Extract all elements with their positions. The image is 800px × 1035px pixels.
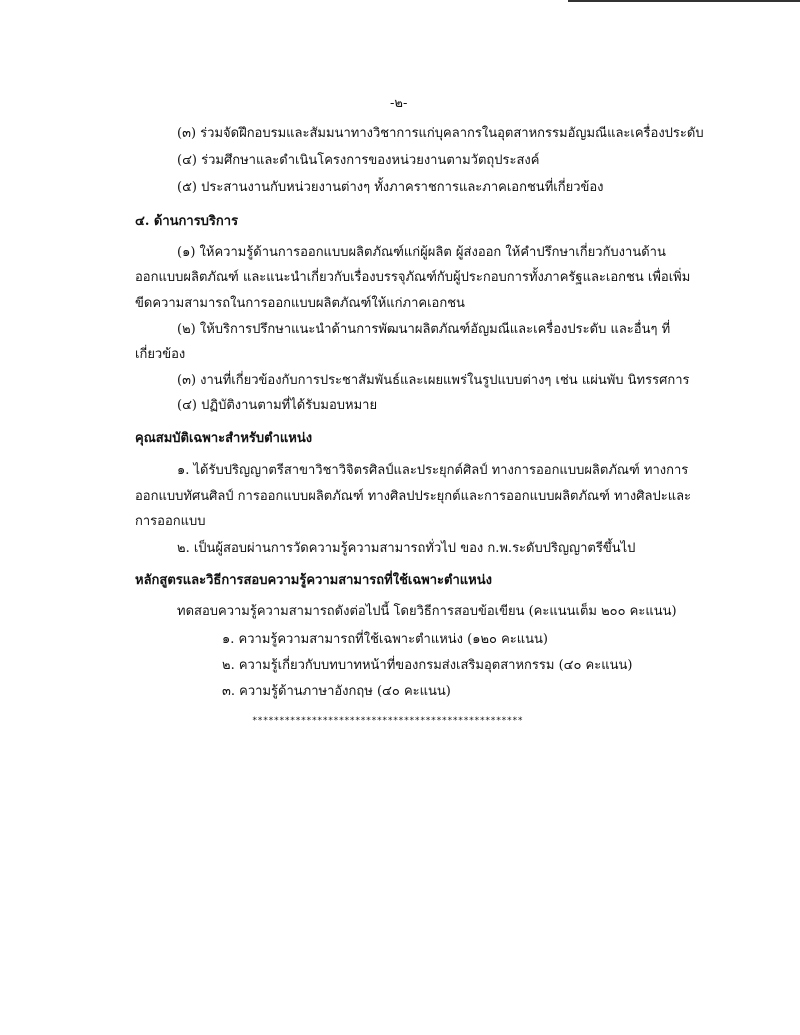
list-item: (๓) งานที่เกี่ยวข้องกับการประชาสัมพันธ์และเผยแพร่ในรูปแบบต่างๆ เช่น แผ่นพับ นิทรรศการ: [177, 373, 690, 388]
list-item: (๓) ร่วมจัดฝึกอบรมและสัมมนาทางวิชาการแก่บุคลากรในอุตสาหกรรมอัญมณีและเครื่องประดับ: [177, 126, 704, 141]
paragraph-line: ๑. ได้รับปริญญาตรีสาขาวิชาวิจิตรศิลป์และประยุกต์ศิลป์ ทางการออกแบบผลิตภัณฑ์ ทางการ: [177, 463, 689, 478]
list-item: ๒. ความรู้เกี่ยวกับบทบาทหน้าที่ของกรมส่งเสริมอุตสาหกรรม (๔๐ คะแนน): [222, 658, 633, 673]
paragraph-line: ออกแบบผลิตภัณฑ์ และแนะนำเกี่ยวกับเรื่องบรรจุภัณฑ์กับผู้ประกอบการทั้งภาครัฐและเอกชน เพื่อเพิ่ม: [135, 270, 691, 285]
paragraph-line: ทดสอบความรู้ความสามารถดังต่อไปนี้ โดยวิธีการสอบข้อเขียน (คะแนนเต็ม ๒๐๐ คะแนน): [177, 604, 677, 619]
paragraph-line: ขีดความสามารถในการออกแบบผลิตภัณฑ์ให้แก่ภาคเอกชน: [135, 296, 465, 311]
section-heading: หลักสูตรและวิธีการสอบความรู้ความสามารถที่ใช้เฉพาะตำแหน่ง: [135, 573, 492, 588]
paragraph-line: (๒) ให้บริการปรึกษาแนะนำด้านการพัฒนาผลิตภัณฑ์อัญมณีและเครื่องประดับ และอื่นๆ ที่: [177, 322, 671, 337]
paragraph-line: เกี่ยวข้อง: [135, 347, 186, 362]
page-number: -๒-: [390, 96, 408, 111]
section-heading: คุณสมบัติเฉพาะสำหรับตำแหน่ง: [135, 431, 313, 446]
paragraph-line: (๑) ให้ความรู้ด้านการออกแบบผลิตภัณฑ์แก่ผู้ผลิต ผู้ส่งออก ให้คำปรึกษาเกี่ยวกับงานด้าน: [177, 245, 666, 260]
list-item: ๓. ความรู้ด้านภาษาอังกฤษ (๔๐ คะแนน): [222, 684, 451, 699]
list-item: (๔) ปฏิบัติงานตามที่ได้รับมอบหมาย: [177, 398, 378, 413]
list-item: ๑. ความรู้ความสามารถที่ใช้เฉพาะตำแหน่ง (๑๒๐ คะแนน): [222, 632, 548, 647]
list-item: ๒. เป็นผู้สอบผ่านการวัดความรู้ความสามารถทั่วไป ของ ก.พ.ระดับปริญญาตรีขึ้นไป: [177, 541, 636, 556]
list-item: (๕) ประสานงานกับหน่วยงานต่างๆ ทั้งภาคราชการและภาคเอกชนที่เกี่ยวข้อง: [177, 180, 604, 195]
paragraph-line: ออกแบบทัศนศิลป์ การออกแบบผลิตภัณฑ์ ทางศิลปประยุกต์และการออกแบบผลิตภัณฑ์ ทางศิลปะและ: [135, 489, 692, 504]
top-border-line: [568, 0, 800, 2]
section-heading: ๔. ด้านการบริการ: [135, 214, 239, 229]
separator-line: **************************************************: [252, 716, 523, 726]
paragraph-line: การออกแบบ: [135, 514, 206, 529]
list-item: (๔) ร่วมศึกษาและดำเนินโครงการของหน่วยงานตามวัตถุประสงค์: [177, 153, 540, 168]
